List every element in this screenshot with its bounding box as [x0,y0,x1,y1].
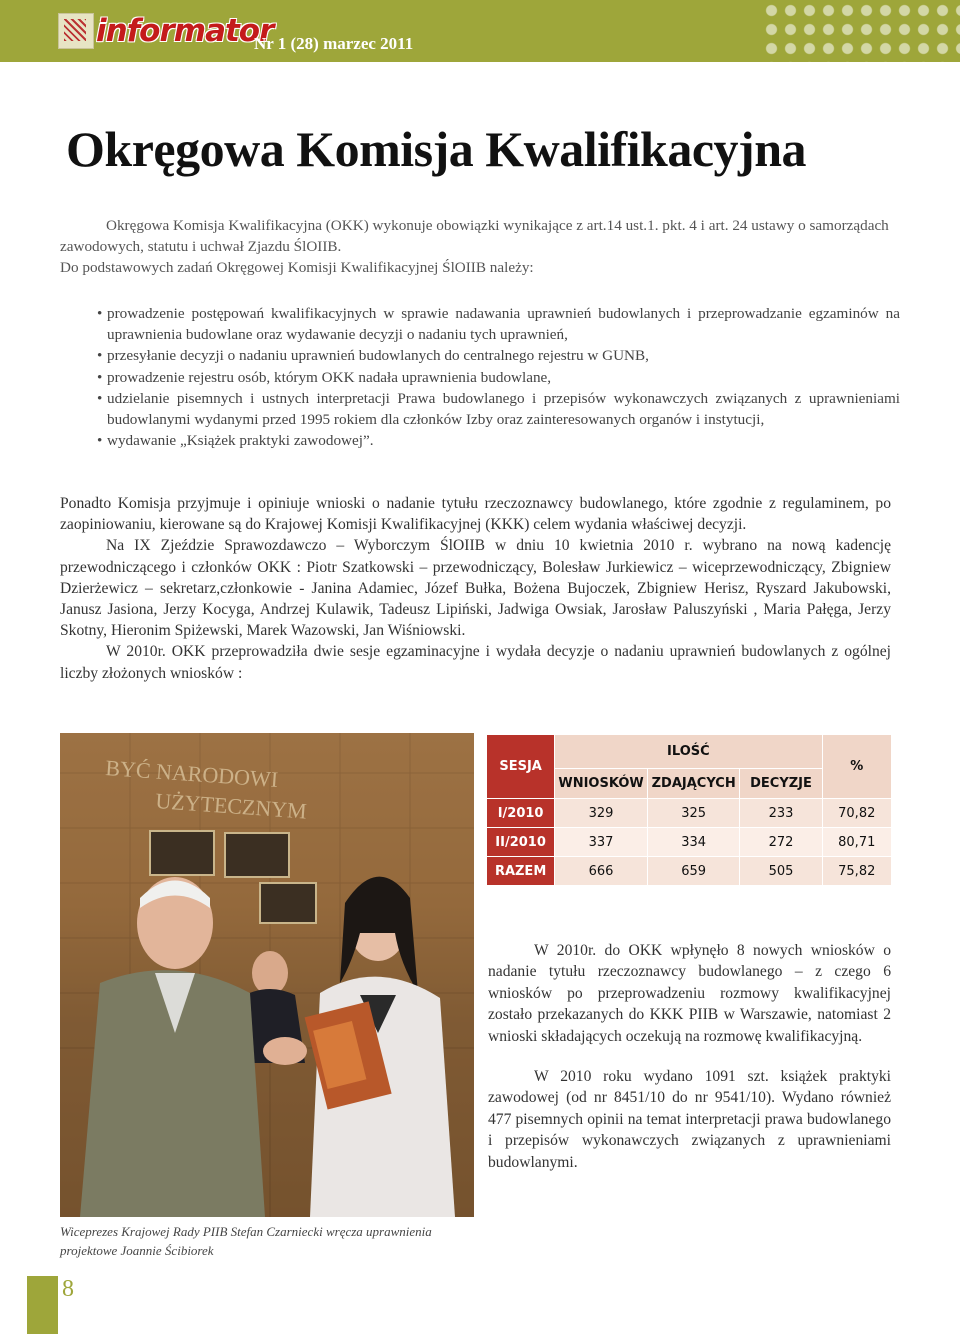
cell-zdajacych: 334 [647,828,740,857]
cell-sesja: I/2010 [487,799,555,828]
page-number: 8 [62,1276,74,1302]
right-column-text [488,940,891,1173]
photo-caption: Wiceprezes Krajowej Rady PIIB Stefan Czarniecki wręcza uprawnienia projektowe Joannie Ścibiorek [60,1224,432,1258]
list-item-text: wydawanie „Książek praktyki zawodowej”. [107,432,374,450]
cell-wnioskow: 329 [555,799,648,828]
list-item-text: prowadzenie postępowań kwalifikacyjnych w sprawie nadawania uprawnień budowlanych i przeprowadzanie egzaminów na uprawnienia budowlane oraz wydawanie decyzji o nadaniu tych uprawnień, [107,305,900,344]
list-item: • wydawanie „Książek praktyki zawodowej”. [97,432,374,450]
decorative-dots [760,0,960,62]
header-decyzje: DECYZJE [740,769,822,799]
cell-zdajacych: 659 [647,857,740,886]
header-bar [0,0,960,62]
cell-percent: 75,82 [822,857,891,886]
logo-emblem-icon [58,13,94,49]
intro-paragraph-1: Okręgowa Komisja Kwalifikacyjna (OKK) wykonuje obowiązki wynikające z art.14 ust.1. pkt. 4 i art. 24 ustawy o samorządach zawodowych, statutu i uchwał Zjazdu ŚlOIIB. [60,217,889,255]
list-item: • prowadzenie postępowań kwalifikacyjnych w sprawie nadawania uprawnień budowlanych i przeprowadzanie egzaminów na uprawnienia budowlane oraz wydawanie decyzji o nadaniu tych uprawnień, [97,305,900,344]
intro-paragraph-2: Do podstawowych zadań Okręgowej Komisji Kwalifikacyjnej ŚlOIIB należy: [60,259,534,276]
issue-label: Nr 1 (28) marzec 2011 [254,34,414,53]
wall-inscription-1: BYĆ NARODOWI [104,755,279,793]
header-ilosc: ILOŚĆ [555,735,822,769]
magazine-logo [58,12,273,50]
cell-wnioskow: 666 [555,857,648,886]
body-paragraph-3: W 2010r. OKK przeprowadziła dwie sesje egzaminacyjne i wydała decyzje o nadaniu uprawnień budowlanych z ogólnej liczby złożonych wniosków : [60,643,891,682]
list-item-text: przesyłanie decyzji o nadaniu uprawnień budowlanych do centralnego rejestru w GUNB, [107,347,649,365]
right-paragraph-1: W 2010r. do OKK wpłynęło 8 nowych wniosków o nadanie tytułu rzeczoznawcy budowlanego – z czego 6 wniosków po przeprowadzeniu rozmowy kwalifikacyjnej zostało przekazanych do KKK PIIB w Warszawie, natomiast 2 wnioski składających oczekują na rozmowę kwalifikacyjną. [488,942,891,1045]
intro-text [60,215,900,278]
ceremony-photo [60,733,474,1217]
cell-zdajacych: 325 [647,799,740,828]
wall-inscription-2: UŻYTECZNYM [154,788,308,824]
list-item: • prowadzenie rejestru osób, którym OKK nadała uprawnienia budowlane, [97,368,552,386]
list-item: • przesyłanie decyzji o nadaniu uprawnień budowlanych do centralnego rejestru w GUNB, [97,347,649,365]
table-row [487,799,892,828]
cell-decyzje: 272 [740,828,822,857]
right-paragraph-2: W 2010 roku wydano 1091 szt. książek praktyki zawodowej (od nr 8451/10 do nr 9541/10). Wydano również 477 pisemnych opinii na temat interpretacji prawa budowlanego i przepisów wykonawczych związanych z uprawnieniami budowlanymi. [488,1068,891,1171]
cell-percent: 80,71 [822,828,891,857]
body-paragraph-2: Na IX Zjeździe Sprawozdawczo – Wyborczym ŚlOIIB w dniu 10 kwietnia 2010 r. wybrano na nową kadencję przewodniczącego i członków OKK : Piotr Szatkowski – przewodniczący, Bolesław Jurkiewicz – wiceprzewodniczący, Zbigniew Dzierżewicz – sekretarz,członkowie - Janina Adamiec, Józef Bułka, Bożena Bujoczek, Zbigniew Herisz, Ryszard Jakubowski, Janusz Jasiona, Jerzy Kocyga, Andrzej Kulawik, Tadeusz Lipiński, Jadwiga Owsiak, Jarosław Paluszyński , Maria Pałęga, Jerzy Skotny, Hieronim Spiżewski, Marek Wazowski, Jan Wiśniowski. [60,537,891,640]
cell-decyzje: 233 [740,799,822,828]
photo-illustration [60,733,474,1217]
table-row [487,857,892,886]
header-zdajacych: ZDAJĄCYCH [647,769,740,799]
table-row [487,828,892,857]
cell-sesja: II/2010 [487,828,555,857]
header-percent: % [822,735,891,799]
cell-decyzje: 505 [740,857,822,886]
list-item: • udzielanie pisemnych i ustnych interpretacji Prawa budowlanego i przepisów wykonawczych związanych z uprawnieniami budowlanymi wydanymi przed 1995 rokiem dla członków Izby oraz zainteresowanych organów i instytucji, [97,389,900,429]
cell-wnioskow: 337 [555,828,648,857]
article-title: Okręgowa Komisja Kwalifikacyjna [66,121,807,177]
logo-text: informator [96,13,274,49]
list-item-text: prowadzenie rejestru osób, którym OKK nadała uprawnienia budowlane, [107,368,552,386]
header-wnioskow: WNIOSKÓW [555,769,648,799]
header-sesja: SESJA [487,735,555,799]
duties-list [97,303,900,451]
body-paragraph-1: Ponadto Komisja przyjmuje i opiniuje wnioski o nadanie tytułu rzeczoznawcy budowlanego, które zgodnie z regulaminem, po zaopiniowaniu, kierowane są do Krajowej Komisji Kwalifikacyjnej (KKK) celem wydania właściwej decyzji. [60,495,891,534]
page-number-bar [27,1276,58,1334]
body-text [60,493,891,684]
list-item-text: udzielanie pisemnych i ustnych interpretacji Prawa budowlanego i przepisów wykonawczych związanych z uprawnieniami budowlanymi wydanymi przed 1995 rokiem dla członków Izby oraz zainteresowanych organów i instytucji, [107,389,900,429]
exam-stats-table [486,734,892,886]
cell-percent: 70,82 [822,799,891,828]
cell-sesja: RAZEM [487,857,555,886]
